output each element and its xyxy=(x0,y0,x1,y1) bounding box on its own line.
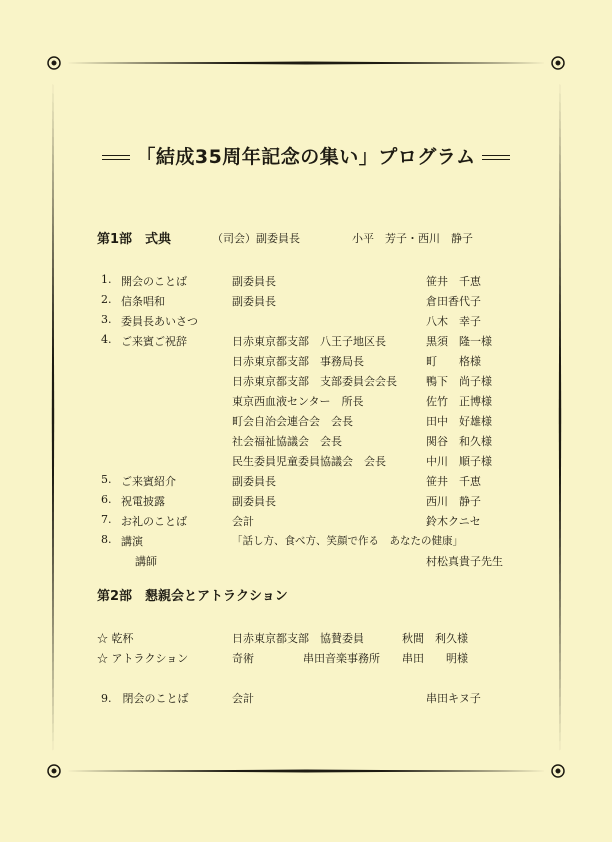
item-label: 信条唱和 xyxy=(121,295,165,308)
guest-role: 日赤東京都支部 支部委員会会長 xyxy=(232,375,397,388)
item-role: 会計 xyxy=(232,515,254,528)
item-label: 祝電披露 xyxy=(121,495,165,508)
item-label: ご来賓紹介 xyxy=(121,475,176,488)
attraction-name: 串田 明様 xyxy=(402,652,468,665)
item-name: 鈴木クニセ xyxy=(426,515,481,528)
closing-label: 9. 閉会のことば xyxy=(101,692,189,705)
guest-role: 町会自治会連合会 会長 xyxy=(232,415,353,428)
guest-name: 佐竹 正博様 xyxy=(426,395,492,408)
part1-heading: 第1部 式典 xyxy=(97,232,172,247)
closing-name: 串田キヌ子 xyxy=(426,692,481,705)
guest-role: 民生委員児童委員協議会 会長 xyxy=(232,455,386,468)
item-num: 2. xyxy=(101,293,112,306)
item-label: ご来賓ご祝辞 xyxy=(121,335,187,348)
mc-label: （司会）副委員長 xyxy=(212,232,300,245)
item-num: 1. xyxy=(101,273,112,286)
item-role: 副委員長 xyxy=(232,475,276,488)
title-text: 「結成35周年記念の集い」プログラム xyxy=(136,146,476,168)
guest-role: 東京西血液センター 所長 xyxy=(232,395,364,408)
mc-names: 小平 芳子・西川 静子 xyxy=(352,232,473,245)
item-num: 6. xyxy=(101,493,112,506)
toast-label: ☆ 乾杯 xyxy=(97,632,134,645)
program-title xyxy=(0,142,612,169)
item-num: 5. xyxy=(101,473,112,486)
item-label: 講演 xyxy=(121,535,143,548)
item-name: 倉田香代子 xyxy=(426,295,481,308)
guest-name: 田中 好雄様 xyxy=(426,415,492,428)
attraction-org: 串田音楽事務所 xyxy=(303,652,380,665)
toast-name: 秋間 利久様 xyxy=(402,632,468,645)
item-role: 副委員長 xyxy=(232,495,276,508)
lecture-title: 「話し方、食べ方、笑顔で作る あなたの健康」 xyxy=(232,535,463,547)
closing-role: 会計 xyxy=(232,692,254,705)
item-name: 笹井 千恵 xyxy=(426,275,481,288)
toast-role: 日赤東京都支部 協賛委員 xyxy=(232,632,364,645)
item-label: 開会のことば xyxy=(121,275,187,288)
guest-role: 日赤東京都支部 事務局長 xyxy=(232,355,364,368)
item-role: 副委員長 xyxy=(232,295,276,308)
guest-name: 関谷 和久様 xyxy=(426,435,492,448)
title-dash-right xyxy=(482,155,510,160)
lecturer-name: 村松真貴子先生 xyxy=(426,555,503,568)
item-name: 西川 静子 xyxy=(426,495,481,508)
guest-role: 社会福祉協議会 会長 xyxy=(232,435,342,448)
title-dash-left xyxy=(102,155,130,160)
item-role: 日赤東京都支部 八王子地区長 xyxy=(232,335,386,348)
item-role: 副委員長 xyxy=(232,275,276,288)
lecturer-label: 講師 xyxy=(135,555,157,568)
item-num: 4. xyxy=(101,333,112,346)
item-num: 8. xyxy=(101,533,112,546)
item-label: 委員長あいさつ xyxy=(121,315,198,328)
part2-heading: 第2部 懇親会とアトラクション xyxy=(97,589,288,604)
item-name: 黒須 隆一様 xyxy=(426,335,492,348)
item-num: 3. xyxy=(101,313,112,326)
attraction-label: ☆ アトラクション xyxy=(97,652,189,665)
item-num: 7. xyxy=(101,513,112,526)
item-name: 笹井 千恵 xyxy=(426,475,481,488)
guest-name: 町 格様 xyxy=(426,355,481,368)
guest-name: 鴨下 尚子様 xyxy=(426,375,492,388)
item-name: 八木 幸子 xyxy=(426,315,481,328)
attraction-kind: 奇術 xyxy=(232,652,254,665)
guest-name: 中川 順子様 xyxy=(426,455,492,468)
item-label: お礼のことば xyxy=(121,515,187,528)
